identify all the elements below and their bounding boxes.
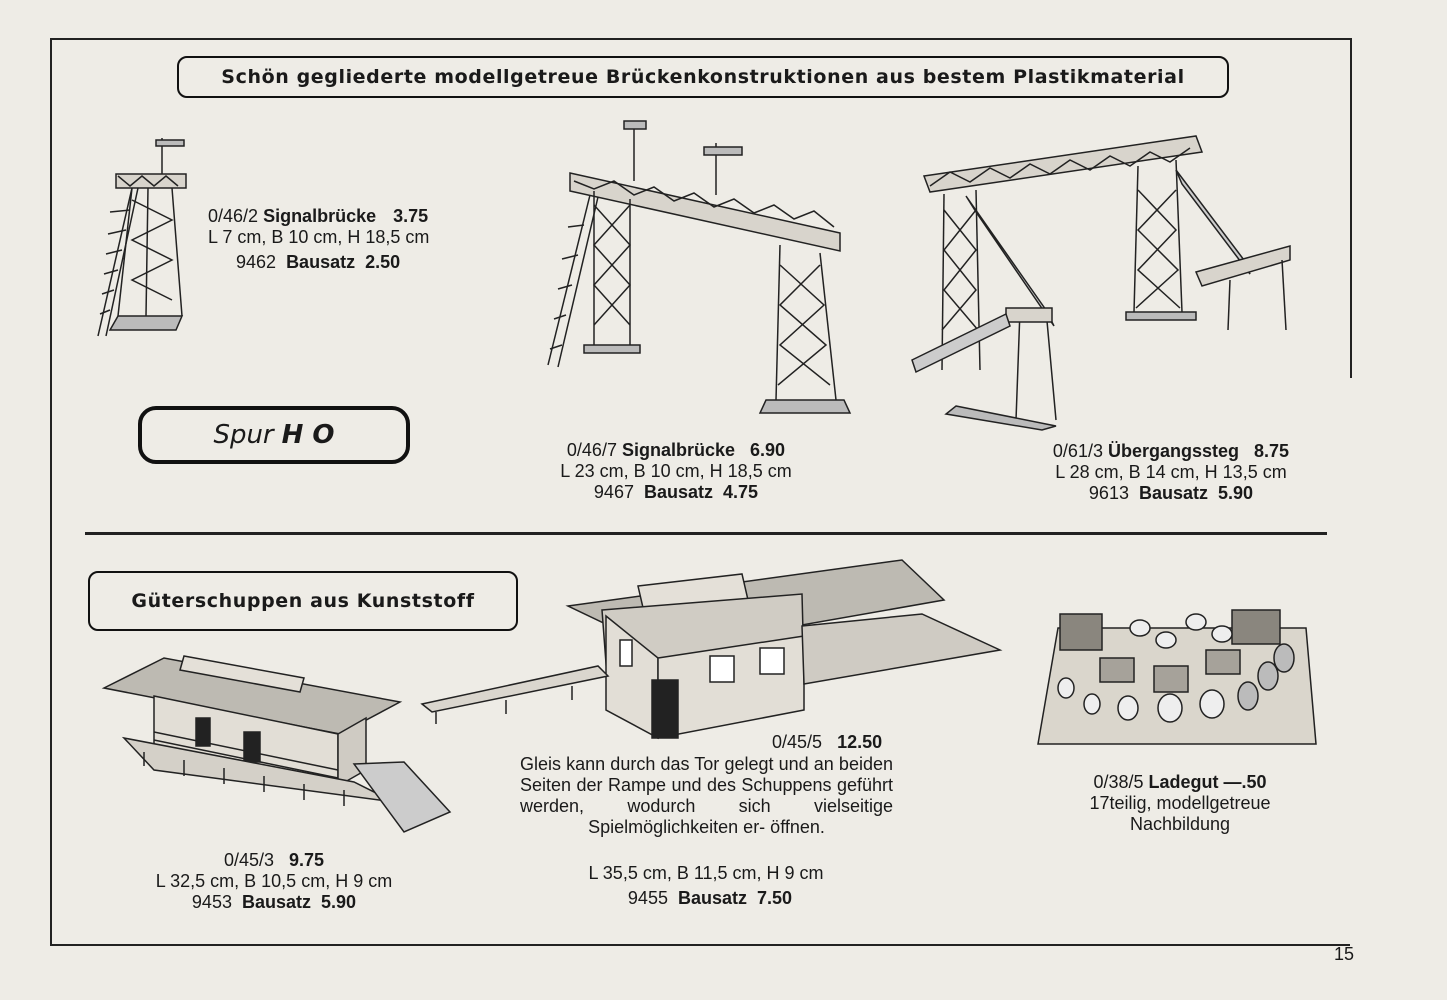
item-code: 0/38/5 — [1093, 772, 1144, 792]
item-desc-line: 17teilig, modellgetreue — [1089, 793, 1271, 813]
section-title: Güterschuppen aus Kunststoff — [131, 590, 475, 612]
kit-label: Bausatz — [1138, 483, 1209, 503]
kit-label: Bausatz — [241, 892, 312, 912]
item-desc-line: Nachbildung — [1129, 814, 1231, 834]
shed-large-description: Gleis kann durch das Tor gelegt und an beiden Seiten der Rampe und des Schuppens geführt werden, wodurch sich vielseitige Spielmöglichkeiten er- öffnen. — [520, 754, 893, 837]
kit-label: Bausatz — [677, 888, 748, 908]
caption-line — [236, 252, 429, 273]
cargo-caption — [1060, 772, 1300, 835]
frame-top-rule — [50, 38, 1352, 40]
item-code: 0/45/5 — [772, 732, 823, 752]
item-dims: L 28 cm, B 14 cm, H 13,5 cm — [1055, 462, 1287, 482]
caption-line — [540, 440, 812, 461]
signal-bridge-small-illustration — [92, 130, 197, 342]
kit-price: 4.75 — [723, 482, 759, 502]
signal-large-caption — [540, 440, 812, 503]
caption-line — [1034, 441, 1308, 462]
gauge-badge — [138, 406, 410, 464]
shed-large-dims: L 35,5 cm, B 11,5 cm, H 9 cm — [588, 863, 824, 883]
item-price: 9.75 — [289, 850, 325, 870]
item-dims: L 32,5 cm, B 10,5 cm, H 9 cm — [155, 871, 393, 891]
footbridge-caption — [1034, 441, 1308, 504]
item-price: 3.75 — [393, 206, 429, 226]
frame-bottom-rule — [50, 944, 1350, 946]
item-code: 0/46/2 — [208, 206, 259, 226]
kit-code: 9453 — [191, 892, 232, 912]
cargo-illustration — [1036, 604, 1318, 748]
caption-line — [1034, 483, 1308, 504]
headline-banner — [177, 56, 1229, 98]
kit-code: 9462 — [236, 252, 277, 272]
signal-bridge-large-illustration — [544, 115, 854, 415]
caption-line — [140, 850, 408, 871]
kit-price: 5.90 — [321, 892, 357, 912]
shed-small-caption — [140, 850, 408, 913]
caption-line — [1060, 772, 1300, 793]
item-dims: L 23 cm, B 10 cm, H 18,5 cm — [560, 461, 792, 481]
gauge-name: H O — [281, 420, 335, 450]
kit-code: 9467 — [593, 482, 634, 502]
page-number: 15 — [1334, 944, 1355, 964]
caption-line — [140, 892, 408, 913]
kit-price: 5.90 — [1218, 483, 1254, 503]
kit-price: 2.50 — [365, 252, 401, 272]
item-name: Signalbrücke — [263, 206, 377, 226]
gauge-prefix: Spur — [213, 420, 274, 450]
footbridge-illustration — [906, 130, 1298, 435]
signal-small-caption — [208, 206, 429, 273]
headline-text: Schön gegliederte modellgetreue Brückenkonstruktionen aus bestem Plastikmaterial — [221, 66, 1185, 88]
item-price: 8.75 — [1254, 441, 1290, 461]
item-name: Übergangssteg — [1107, 441, 1240, 461]
goods-shed-large-illustration — [422, 560, 1002, 740]
item-dims: L 7 cm, B 10 cm, H 18,5 cm — [208, 227, 430, 247]
caption-line — [540, 482, 812, 503]
caption-line — [208, 206, 429, 227]
frame-right-rule — [1350, 38, 1352, 378]
kit-label: Bausatz — [286, 252, 356, 272]
kit-label: Bausatz — [643, 482, 714, 502]
item-code: 0/45/3 — [223, 850, 274, 870]
item-code: 0/61/3 — [1052, 441, 1103, 461]
section-divider — [85, 532, 1327, 535]
shed-large-kit — [580, 888, 840, 909]
kit-code: 9455 — [627, 888, 668, 908]
item-price: 12.50 — [837, 732, 883, 752]
shed-large-header — [772, 732, 882, 753]
frame-left-rule — [50, 38, 52, 946]
kit-price: 7.50 — [757, 888, 793, 908]
item-name: Ladegut — [1148, 772, 1219, 792]
item-name: Signalbrücke — [621, 440, 736, 460]
kit-code: 9613 — [1088, 483, 1129, 503]
item-price: 6.90 — [750, 440, 786, 460]
goods-shed-small-illustration — [104, 652, 454, 836]
item-price: —.50 — [1223, 772, 1267, 792]
item-code: 0/46/7 — [566, 440, 617, 460]
